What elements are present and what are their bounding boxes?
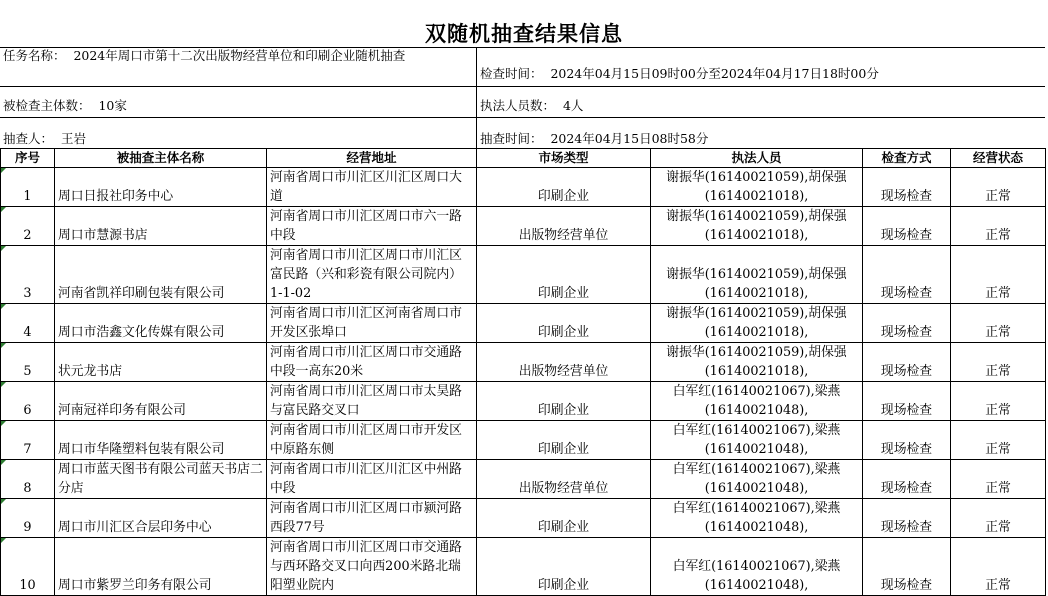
table-header-row: [1, 149, 1046, 168]
cell-address[interactable]: 河南省周口市川汇区周口市交通路中段一高东20米: [267, 343, 477, 382]
task-name-cell[interactable]: 任务名称： 2024年周口市第十二次出版物经营单位和印刷企业随机抽查: [3, 48, 406, 63]
cell-name[interactable]: 周口市华隆塑料包装有限公司: [55, 421, 267, 460]
cell-staff[interactable]: 谢振华(16140021059),胡保强(16140021018),: [651, 304, 863, 343]
cell-address[interactable]: 河南省周口市川汇区周口市太昊路与富民路交叉口: [267, 382, 477, 421]
table-row: [1, 207, 1046, 246]
cell-type[interactable]: 印刷企业: [477, 304, 651, 343]
cell-type[interactable]: 出版物经营单位: [477, 343, 651, 382]
cell-staff[interactable]: 谢振华(16140021059),胡保强(16140021018),: [651, 207, 863, 246]
cell-name[interactable]: 周口市川汇区合层印务中心: [55, 499, 267, 538]
cell-staff[interactable]: 谢振华(16140021059),胡保强(16140021018),: [651, 343, 863, 382]
cell-no[interactable]: 10: [1, 538, 55, 596]
cell-address[interactable]: 河南省周口市川汇区河南省周口市开发区张埠口: [267, 304, 477, 343]
cell-type[interactable]: 印刷企业: [477, 382, 651, 421]
cell-status[interactable]: 正常: [951, 343, 1046, 382]
table-row: [1, 246, 1046, 304]
cell-staff[interactable]: 白军红(16140021067),梁燕(16140021048),: [651, 421, 863, 460]
table-row: [1, 343, 1046, 382]
cell-no[interactable]: 1: [1, 168, 55, 207]
cell-staff[interactable]: 白军红(16140021067),梁燕(16140021048),: [651, 538, 863, 596]
cell-method[interactable]: 现场检查: [863, 304, 951, 343]
col-header-address[interactable]: 经营地址: [267, 149, 477, 168]
page-title: 双随机抽查结果信息: [425, 22, 623, 46]
cell-name[interactable]: 周口市浩鑫文化传媒有限公司: [55, 304, 267, 343]
cell-staff[interactable]: 谢振华(16140021059),胡保强(16140021018),: [651, 246, 863, 304]
cell-staff[interactable]: 白军红(16140021067),梁燕(16140021048),: [651, 382, 863, 421]
cell-status[interactable]: 正常: [951, 382, 1046, 421]
cell-address[interactable]: 河南省周口市川汇区周口市颍河路西段77号: [267, 499, 477, 538]
header-divider: [476, 47, 477, 148]
cell-address[interactable]: 河南省周口市川汇区周口市交通路与西环路交叉口向西200米路北瑞阳塑业院内: [267, 538, 477, 596]
cell-method[interactable]: 现场检查: [863, 343, 951, 382]
cell-no[interactable]: 6: [1, 382, 55, 421]
col-header-name[interactable]: 被抽查主体名称: [55, 149, 267, 168]
cell-type[interactable]: 印刷企业: [477, 246, 651, 304]
cell-name[interactable]: 周口市蓝天图书有限公司蓝天书店二分店: [55, 460, 267, 499]
cell-name[interactable]: 周口市紫罗兰印务有限公司: [55, 538, 267, 596]
cell-method[interactable]: 现场检查: [863, 246, 951, 304]
cell-name[interactable]: 河南省凯祥印刷包装有限公司: [55, 246, 267, 304]
cell-status[interactable]: 正常: [951, 168, 1046, 207]
col-header-status[interactable]: 经营状态: [951, 149, 1046, 168]
cell-staff[interactable]: 白军红(16140021067),梁燕(16140021048),: [651, 460, 863, 499]
cell-status[interactable]: 正常: [951, 246, 1046, 304]
cell-staff[interactable]: 白军红(16140021067),梁燕(16140021048),: [651, 499, 863, 538]
cell-no[interactable]: 3: [1, 246, 55, 304]
cell-no[interactable]: 9: [1, 499, 55, 538]
cell-method[interactable]: 现场检查: [863, 168, 951, 207]
table-row: [1, 382, 1046, 421]
cell-type[interactable]: 印刷企业: [477, 499, 651, 538]
cell-no[interactable]: 7: [1, 421, 55, 460]
draw-time-cell[interactable]: 抽查时间： 2024年04月15日08时58分: [480, 131, 709, 146]
cell-no[interactable]: 5: [1, 343, 55, 382]
cell-status[interactable]: 正常: [951, 538, 1046, 596]
cell-type[interactable]: 印刷企业: [477, 168, 651, 207]
table-row: [1, 168, 1046, 207]
table-row: [1, 538, 1046, 596]
cell-name[interactable]: 河南冠祥印务有限公司: [55, 382, 267, 421]
cell-type[interactable]: 印刷企业: [477, 538, 651, 596]
cell-status[interactable]: 正常: [951, 207, 1046, 246]
cell-type[interactable]: 出版物经营单位: [477, 207, 651, 246]
results-table: [0, 148, 1046, 596]
cell-address[interactable]: 河南省周口市川汇区周口市开发区中原路东侧: [267, 421, 477, 460]
cell-name[interactable]: 周口日报社印务中心: [55, 168, 267, 207]
subject-count-cell[interactable]: 被检查主体数： 10家: [3, 98, 127, 113]
cell-address[interactable]: 河南省周口市川汇区周口市川汇区富民路（兴和彩瓷有限公司院内）1-1-02: [267, 246, 477, 304]
cell-address[interactable]: 河南省周口市川汇区川汇区中州路中段: [267, 460, 477, 499]
cell-address[interactable]: 河南省周口市川汇区周口市六一路中段: [267, 207, 477, 246]
cell-method[interactable]: 现场检查: [863, 460, 951, 499]
cell-name[interactable]: 状元龙书店: [55, 343, 267, 382]
cell-method[interactable]: 现场检查: [863, 499, 951, 538]
table-row: [1, 304, 1046, 343]
cell-type[interactable]: 印刷企业: [477, 421, 651, 460]
cell-type[interactable]: 出版物经营单位: [477, 460, 651, 499]
cell-no[interactable]: 8: [1, 460, 55, 499]
col-header-staff[interactable]: 执法人员: [651, 149, 863, 168]
drawer-cell[interactable]: 抽查人： 王岩: [3, 131, 86, 146]
table-row: [1, 499, 1046, 538]
cell-status[interactable]: 正常: [951, 304, 1046, 343]
cell-status[interactable]: 正常: [951, 421, 1046, 460]
cell-method[interactable]: 现场检查: [863, 207, 951, 246]
cell-no[interactable]: 2: [1, 207, 55, 246]
col-header-no[interactable]: 序号: [1, 149, 55, 168]
inspect-time-cell[interactable]: 检查时间： 2024年04月15日09时00分至2024年04月17日18时00分: [480, 66, 879, 81]
cell-name[interactable]: 周口市慧源书店: [55, 207, 267, 246]
table-row: [1, 421, 1046, 460]
cell-method[interactable]: 现场检查: [863, 382, 951, 421]
cell-method[interactable]: 现场检查: [863, 421, 951, 460]
cell-no[interactable]: 4: [1, 304, 55, 343]
table-row: [1, 460, 1046, 499]
col-header-method[interactable]: 检查方式: [863, 149, 951, 168]
col-header-type[interactable]: 市场类型: [477, 149, 651, 168]
cell-status[interactable]: 正常: [951, 499, 1046, 538]
cell-staff[interactable]: 谢振华(16140021059),胡保强(16140021018),: [651, 168, 863, 207]
header-rule-2: [0, 117, 1045, 118]
cell-method[interactable]: 现场检查: [863, 538, 951, 596]
cell-status[interactable]: 正常: [951, 460, 1046, 499]
cell-address[interactable]: 河南省周口市川汇区川汇区周口大道: [267, 168, 477, 207]
staff-count-cell[interactable]: 执法人员数： 4人: [480, 98, 584, 113]
header-rule-1: [0, 86, 1045, 87]
